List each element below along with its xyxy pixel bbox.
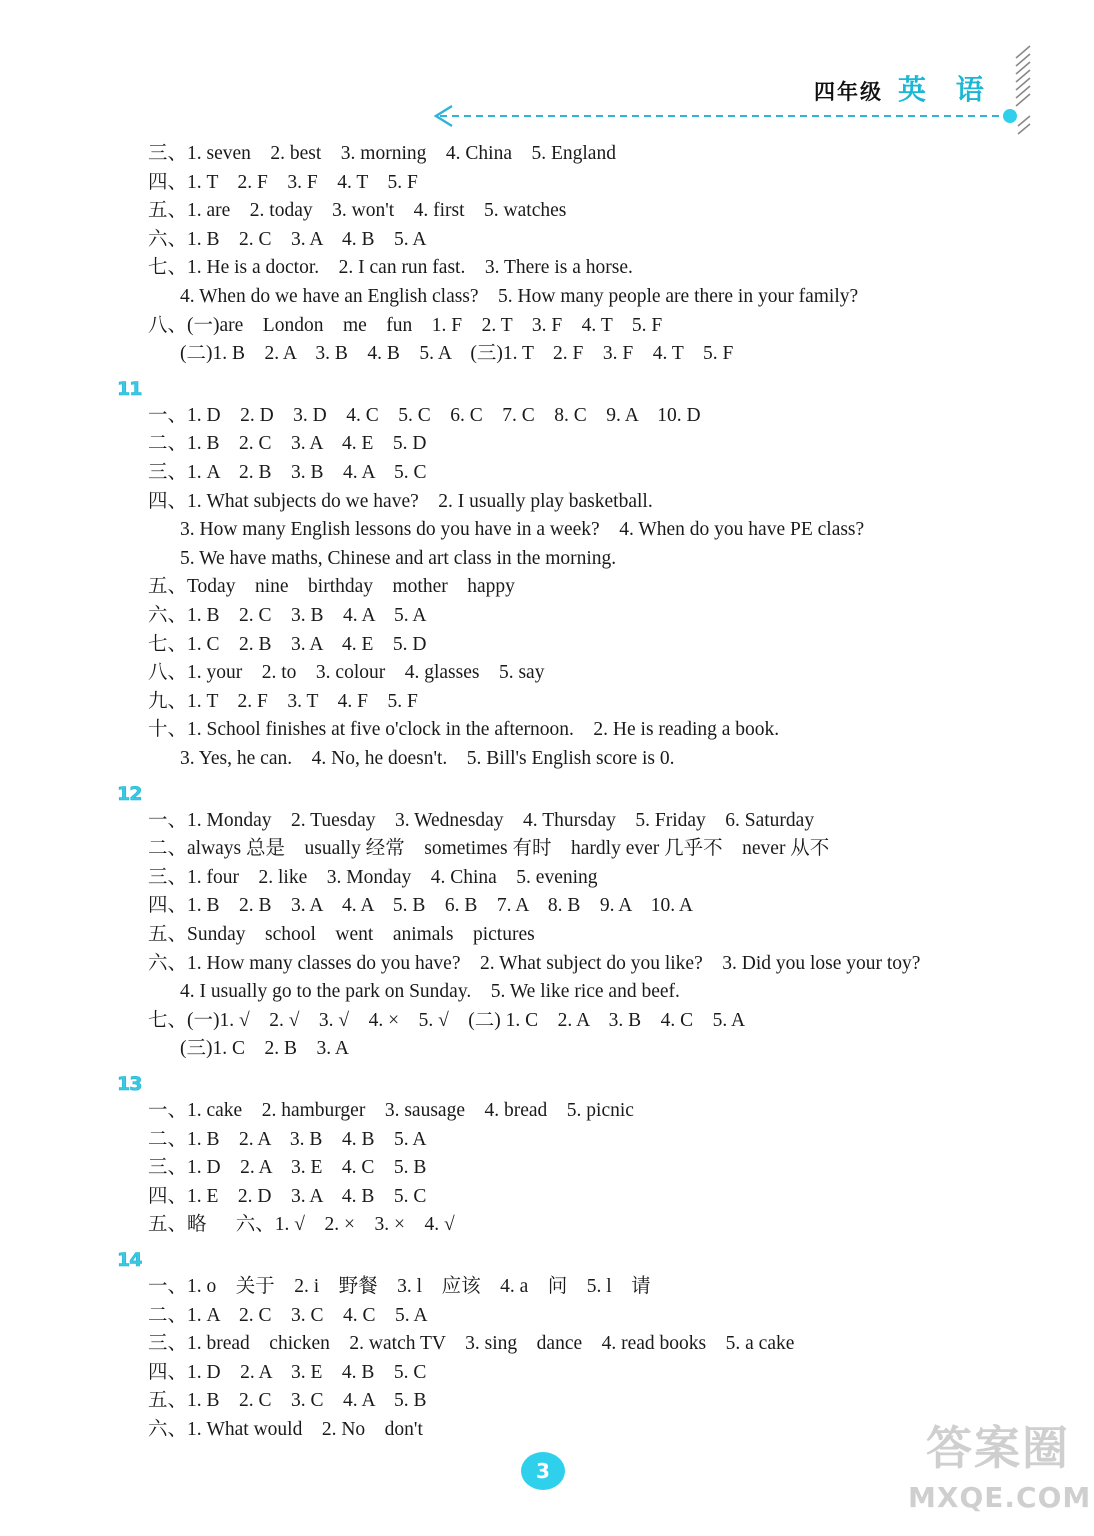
answer-line: 二、1. A 2. C 3. C 4. C 5. A xyxy=(148,1304,428,1326)
answer-line: 二、1. B 2. C 3. A 4. E 5. D xyxy=(148,433,427,455)
dot-icon xyxy=(1003,109,1017,123)
watermark-logo: 答案圈 MXQE.COM xyxy=(908,1421,1092,1514)
answer-line: 三、1. D 2. A 3. E 4. C 5. B xyxy=(148,1157,427,1179)
answer-line: 四、1. D 2. A 3. E 4. B 5. C xyxy=(148,1361,427,1383)
answer-line: 五、1. B 2. C 3. C 4. A 5. B xyxy=(148,1390,427,1412)
answer-line: 六、1. B 2. C 3. A 4. B 5. A xyxy=(148,228,427,250)
answer-line: 二、1. B 2. A 3. B 4. B 5. A xyxy=(148,1128,427,1150)
answer-line: 五、Today nine birthday mother happy xyxy=(148,576,515,598)
answer-line: 八、(一)are London me fun 1. F 2. T 3. F 4. T 5. F xyxy=(148,314,663,336)
answer-line: 七、1. C 2. B 3. A 4. E 5. D xyxy=(148,633,427,655)
answer-line: 六、1. What would 2. No don't xyxy=(148,1419,423,1440)
answer-continuation-line: 4. When do we have an English class? 5. How many people are there in your family? xyxy=(180,286,859,307)
answer-line: 五、1. are 2. today 3. won't 4. first 5. watches xyxy=(148,200,567,222)
answer-line: 四、1. E 2. D 3. A 4. B 5. C xyxy=(148,1185,427,1207)
answer-line: 一、1. cake 2. hamburger 3. sausage 4. bread 5. picnic xyxy=(148,1100,634,1121)
answer-continuation-line: 3. Yes, he can. 4. No, he doesn't. 5. Bill's English score is 0. xyxy=(180,748,675,769)
section-number: 14 xyxy=(117,1249,142,1271)
page-number-badge: 3 xyxy=(521,1452,565,1490)
answer-line: 十、1. School finishes at five o'clock in the afternoon. 2. He is reading a book. xyxy=(148,719,780,741)
page-header xyxy=(0,0,1094,140)
answer-line: 五、Sunday school went animals pictures xyxy=(148,924,535,945)
section-number: 13 xyxy=(117,1073,142,1095)
subject-title: 英 语 xyxy=(898,73,994,106)
answer-line: 五、略 六、1. √ 2. × 3. × 4. √ xyxy=(148,1214,455,1236)
answer-line: 七、(一)1. √ 2. √ 3. √ 4. × 5. √ (二) 1. C 2. A 3. B 4. C 5. A xyxy=(148,1009,746,1031)
answer-line: 六、1. How many classes do you have? 2. What subject do you like? 3. Did you lose your toy? xyxy=(148,952,921,974)
answer-line: 四、1. T 2. F 3. F 4. T 5. F xyxy=(148,171,418,193)
answer-continuation-line: 3. How many English lessons do you have in a week? 4. When do you have PE class? xyxy=(180,519,865,541)
answer-line: 七、1. He is a doctor. 2. I can run fast. 3. There is a horse. xyxy=(148,257,633,279)
answer-continuation-line: (三)1. C 2. B 3. A xyxy=(180,1038,350,1060)
answer-line: 三、1. bread chicken 2. watch TV 3. sing dance 4. read books 5. a cake xyxy=(148,1333,795,1355)
answer-line: 一、1. Monday 2. Tuesday 3. Wednesday 4. Thursday 5. Friday 6. Saturday xyxy=(148,809,815,831)
answer-line: 六、1. B 2. C 3. B 4. A 5. A xyxy=(148,605,427,626)
answer-line: 四、1. B 2. B 3. A 4. A 5. B 6. B 7. A 8. B 9. A 10. A xyxy=(148,895,694,917)
grade-label: 四年级 xyxy=(814,80,883,104)
section-number: 12 xyxy=(117,782,142,805)
answer-line: 三、1. four 2. like 3. Monday 4. China 5. evening xyxy=(148,866,598,888)
answer-continuation-line: (二)1. B 2. A 3. B 4. B 5. A (三)1. T 2. F 3. F 4. T 5. F xyxy=(180,343,734,365)
answer-line: 一、1. o 关于 2. i 野餐 3. l 应该 4. a 问 5. l 请 xyxy=(148,1276,651,1297)
section-number: 11 xyxy=(117,377,142,400)
stripe-decoration xyxy=(1016,46,1030,134)
answer-line: 九、1. T 2. F 3. T 4. F 5. F xyxy=(148,690,418,712)
answer-continuation-line: 5. We have maths, Chinese and art class in the morning. xyxy=(180,547,617,569)
answer-line: 八、1. your 2. to 3. colour 4. glasses 5. say xyxy=(148,662,545,684)
header-decoration xyxy=(0,0,1094,140)
answer-line: 二、always 总是 usually 经常 sometimes 有时 hardly ever 几乎不 never 从不 xyxy=(148,838,830,860)
answer-line: 三、1. seven 2. best 3. morning 4. China 5. England xyxy=(148,143,616,164)
answer-line: 四、1. What subjects do we have? 2. I usually play basketball. xyxy=(148,490,653,512)
answer-continuation-line: 4. I usually go to the park on Sunday. 5. We like rice and beef. xyxy=(180,981,680,1003)
answer-line: 三、1. A 2. B 3. B 4. A 5. C xyxy=(148,462,427,483)
answer-line: 一、1. D 2. D 3. D 4. C 5. C 6. C 7. C 8. C 9. A 10. D xyxy=(148,404,701,426)
